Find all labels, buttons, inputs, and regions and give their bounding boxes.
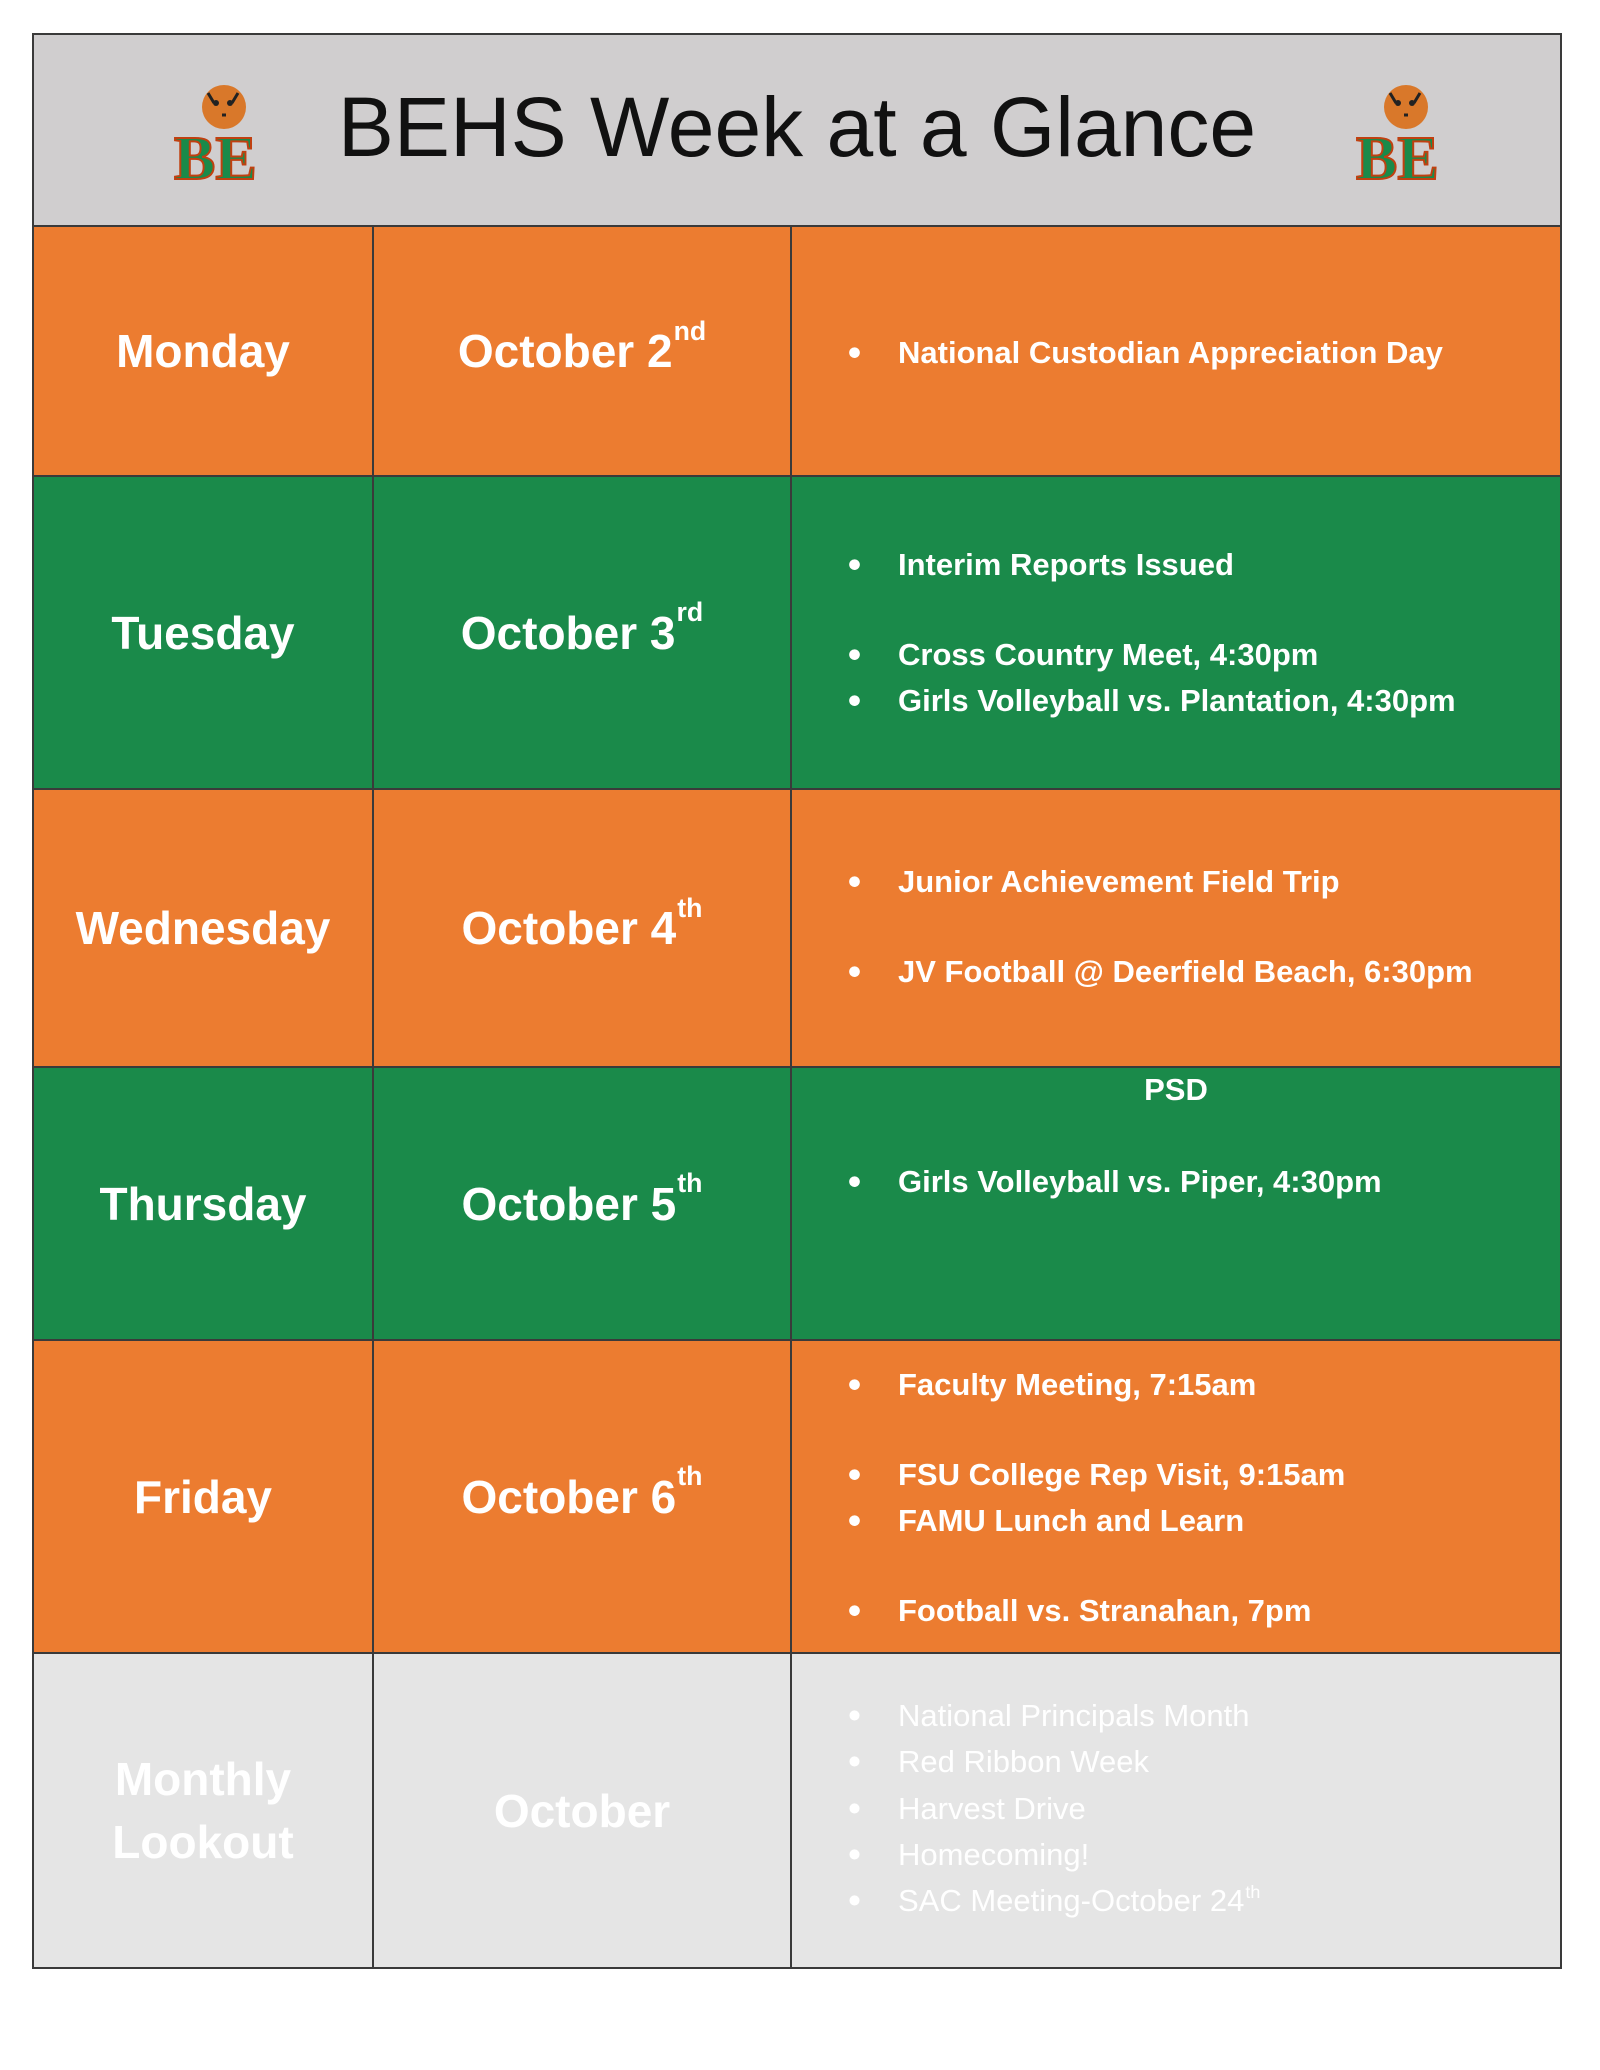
day-label: Thursday bbox=[34, 1068, 374, 1339]
day-row-monday bbox=[34, 227, 1560, 477]
tiger-be-logo-icon bbox=[1346, 79, 1456, 189]
monthly-item: • Red Ribbon Week bbox=[898, 1744, 1149, 1780]
date-label: October 6 $^{th}$ bbox=[374, 1341, 792, 1652]
date-label: October 4 $^{th}$ bbox=[374, 790, 792, 1066]
event-item: • Interim Reports Issued bbox=[898, 547, 1234, 583]
event-list bbox=[792, 1068, 1560, 1339]
svg-text:BE: BE bbox=[1356, 125, 1439, 189]
event-item: • Football vs. Stranahan, 7pm bbox=[898, 1593, 1311, 1629]
event-item: • FSU College Rep Visit, 9:15am bbox=[898, 1457, 1345, 1493]
monthly-item: • SAC Meeting-October 24th bbox=[898, 1883, 1260, 1919]
event-item: • Girls Volleyball vs. Piper, 4:30pm bbox=[898, 1164, 1382, 1200]
event-item: • National Custodian Appreciation Day bbox=[898, 335, 1443, 371]
event-list bbox=[792, 227, 1560, 475]
month-label: October bbox=[374, 1654, 792, 1967]
day-row-friday bbox=[34, 1341, 1560, 1654]
event-item: • JV Football @ Deerfield Beach, 6:30pm bbox=[898, 954, 1473, 990]
date-label: October 3 $^{rd}$ bbox=[374, 477, 792, 788]
event-item: • Cross Country Meet, 4:30pm bbox=[898, 637, 1318, 673]
day-row-tuesday bbox=[34, 477, 1560, 790]
day-label: Friday bbox=[34, 1341, 374, 1652]
day-row-wednesday bbox=[34, 790, 1560, 1068]
psd-note: PSD bbox=[1144, 1072, 1208, 1107]
event-list bbox=[792, 1341, 1560, 1652]
day-label: Wednesday bbox=[34, 790, 374, 1066]
monthly-label: Monthly Lookout bbox=[34, 1654, 374, 1967]
header bbox=[34, 35, 1560, 227]
monthly-item: • Harvest Drive bbox=[898, 1791, 1086, 1827]
event-list bbox=[792, 790, 1560, 1066]
monthly-item: • National Principals Month bbox=[898, 1698, 1250, 1734]
event-item: • Faculty Meeting, 7:15am bbox=[898, 1367, 1256, 1403]
event-item: • Girls Volleyball vs. Plantation, 4:30pm bbox=[898, 683, 1456, 719]
week-at-a-glance-table bbox=[32, 33, 1562, 1969]
monthly-event-list bbox=[792, 1654, 1560, 1967]
date-label: October 2 $^{nd}$ bbox=[374, 227, 792, 475]
event-item: • Junior Achievement Field Trip bbox=[898, 864, 1340, 900]
event-list bbox=[792, 477, 1560, 788]
day-label: Tuesday bbox=[34, 477, 374, 788]
svg-text:BE: BE bbox=[174, 125, 257, 189]
date-label: October 5 $^{th}$ bbox=[374, 1068, 792, 1339]
event-item: • FAMU Lunch and Learn bbox=[898, 1503, 1244, 1539]
monthly-item: • Homecoming! bbox=[898, 1837, 1089, 1873]
monthly-lookout-row bbox=[34, 1654, 1560, 1967]
page-title: BEHS Week at a Glance bbox=[337, 80, 1257, 174]
day-label: Monday bbox=[34, 227, 374, 475]
day-row-thursday bbox=[34, 1068, 1560, 1341]
